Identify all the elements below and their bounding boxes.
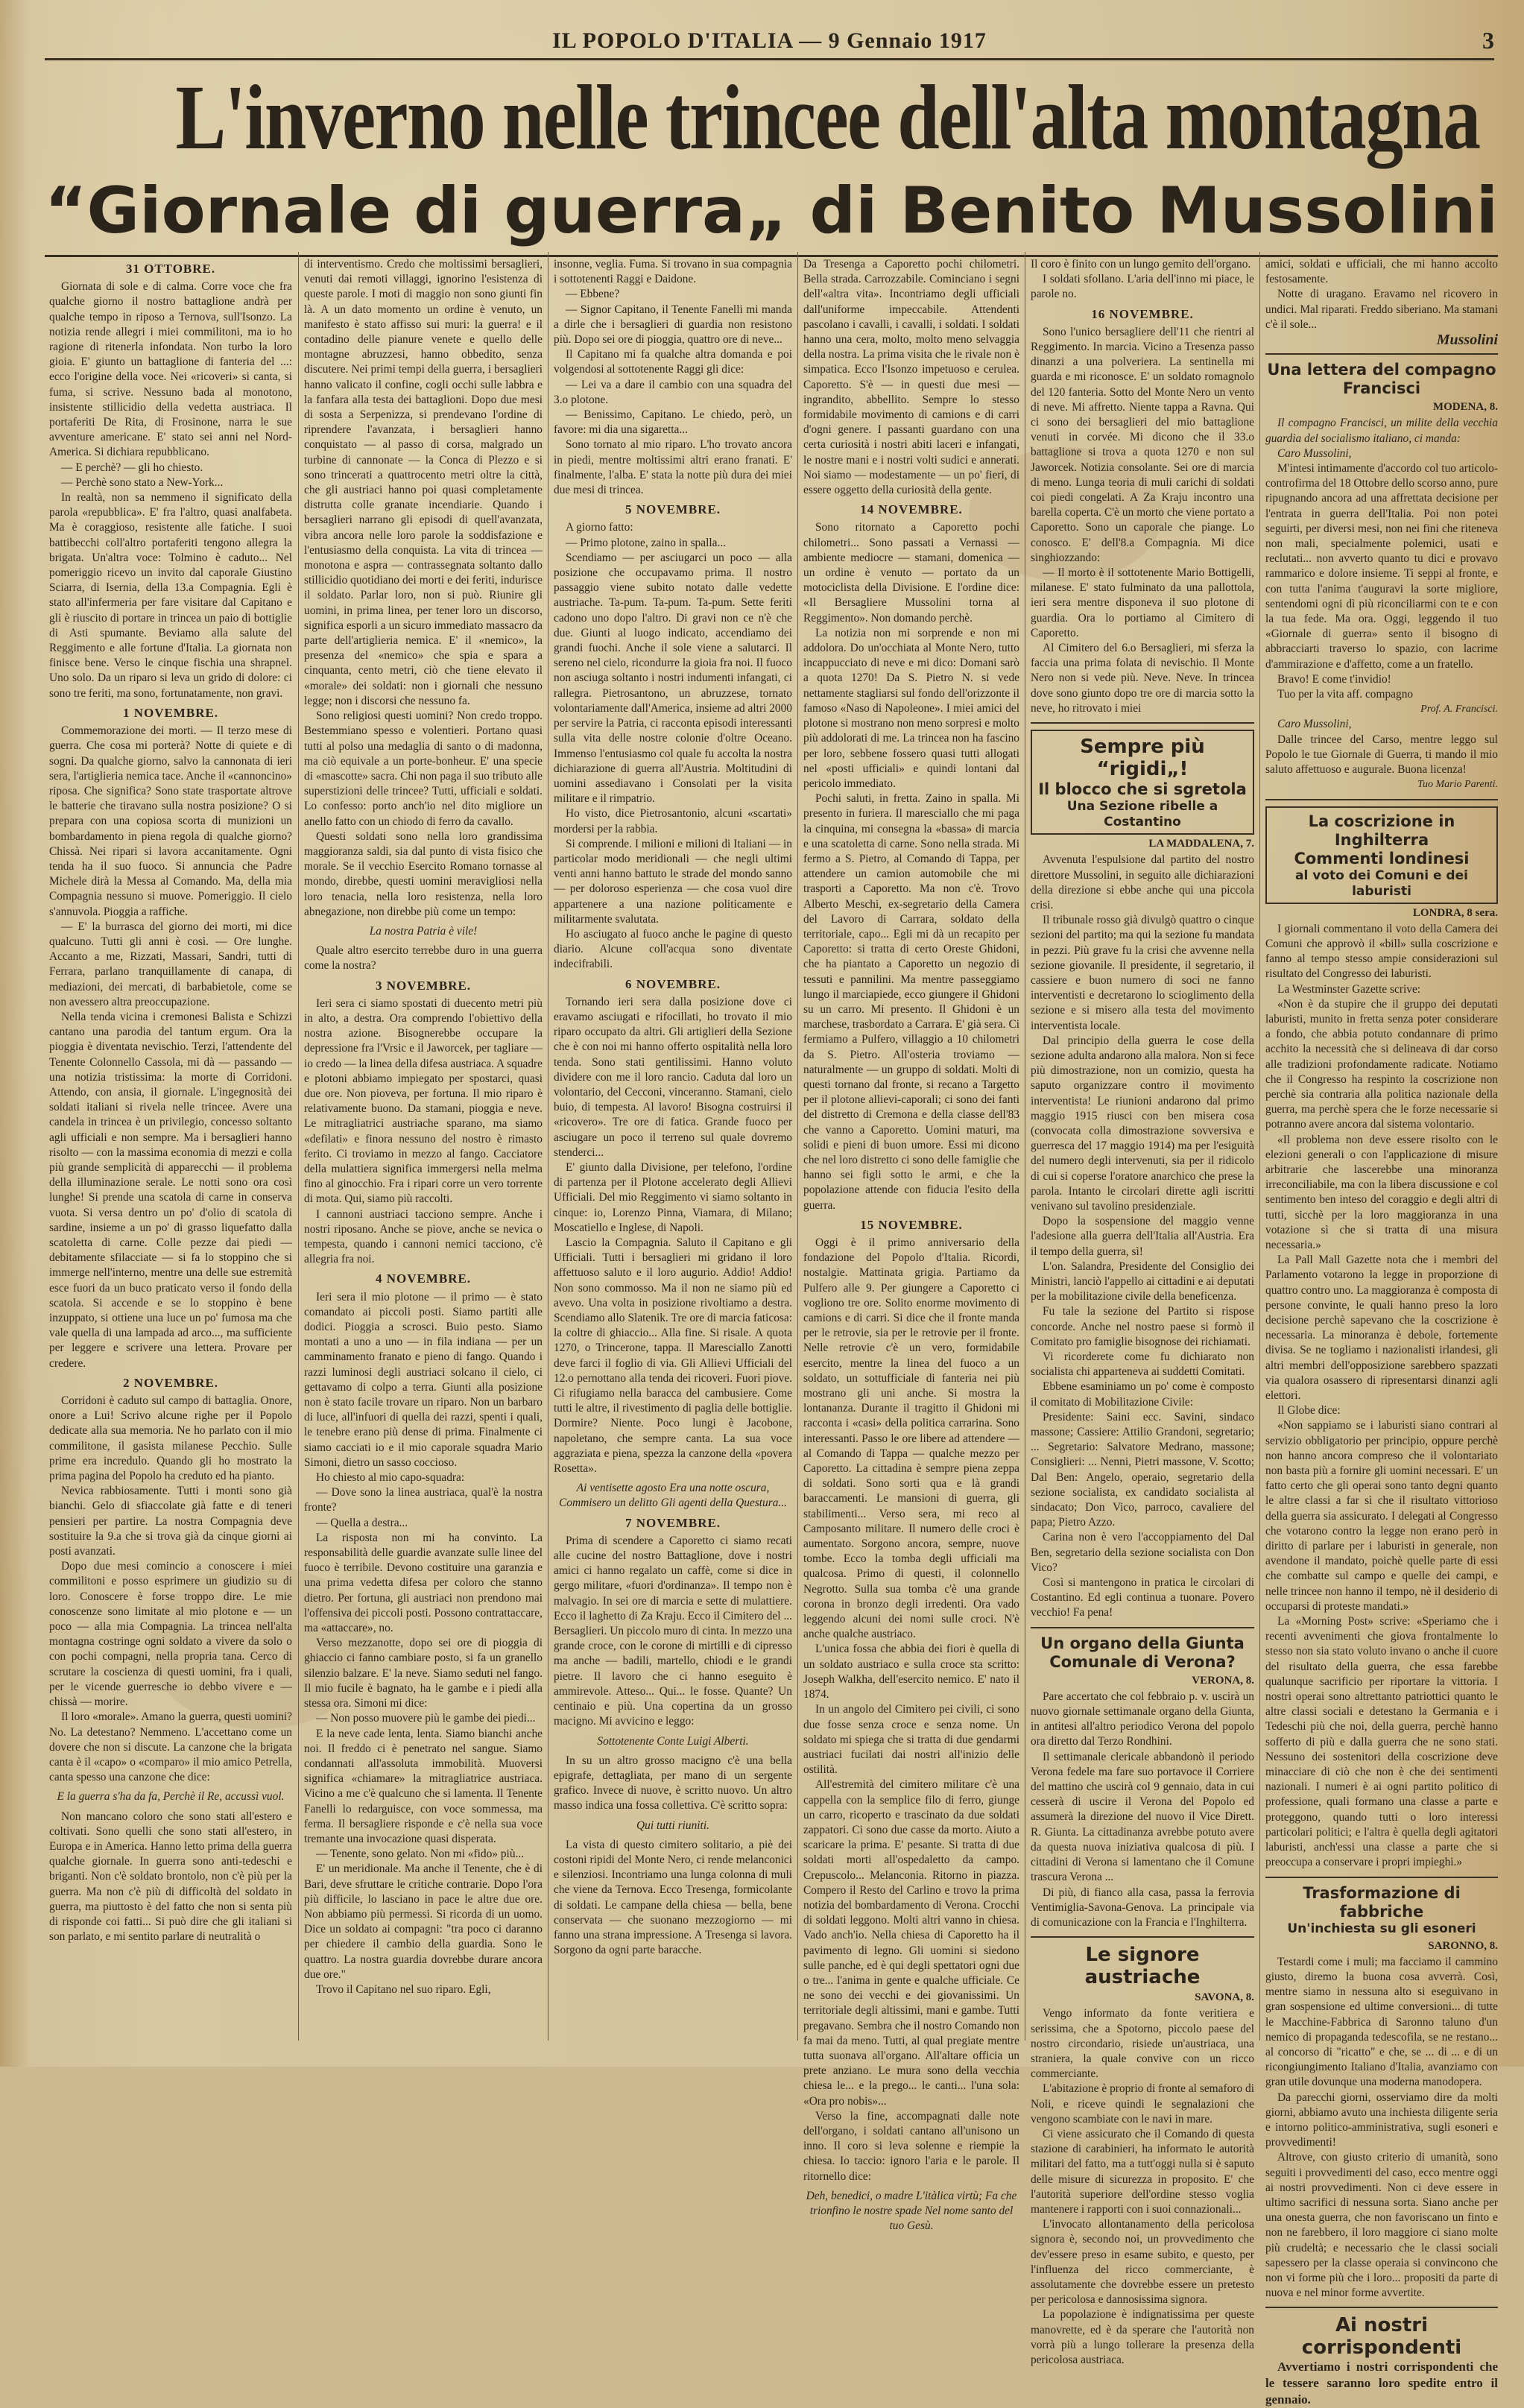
diary-paragraph: Si comprende. I milioni e milioni di Italiani — in particolar modo meridionali — che negli ultimi venti anni hanno battuto le strade del mondo sanno — per doloroso esperienza — che cosa vuol dire appartenere a una nazione politicamente e militarmente svalutata. [554,837,792,926]
article-paragraph: Altrove, con giusto criterio di umanità, sono seguiti i provvedimenti del caso, ecco mentre oggi ai nostri provvedimenti. Non ci deve essere in ultimo sacrifici di nessuna sorta. Siano anche per una onesta guerra, che non favoriscano un finto e non ne farebbero, il loro maggiore ci siano molte più crudeltà; e necessario che le classi sociali sapessero per la classe operaia si convincono che non vi forme più che i loro... propositi da parte di nuova e nel minor forme avvertite. [1265,2151,1498,2300]
diary-paragraph: Ho chiesto al mio capo-squadra: [316,1471,465,1485]
section-divider [1265,353,1498,355]
column-2 [304,257,543,2042]
diary-paragraph: Scendiamo — per asciugarci un poco — alla posizione che occupavamo prima. Il nostro passaggio viene subito notato dalle vedette austriache. Ta-pum. Ta-pum. Ta-pum. Sette feriti cadono uno dopo l'altro. Di gravi non ce n'è che due. Giunti al luogo indicato, accendiamo dei grandi fuochi. Anche il sole viene a salutarci. Il sereno nel cielo, ricondurre la gioia fra noi. Il fuoco non asciuga soltanto i nostri indumenti infangati, ci rallegra. Pietrosantono, un abruzzese, tornato volontariamente dall'America, insieme ad altri 2000 per servire la Patria, ci racconta episodi interessanti sulla vita delle nostre colonie d'oltre Oceano. Immenso l'entusiasmo col quale fu accolta la nostra dichiarazione di guerra all'Austria. Moltitudini di uomini assediavano i Consolati per la visita militare e il rimpatrio. [554,551,792,806]
diary-paragraph: In realtà, non sa nemmeno il significato della parola «repubblica». E' fra l'altro, quasi analfabeta. Ma è coraggioso, resistente alle fatiche. I suoi battibecchi coll'altro portaferiti tengono allegra la brigata. Un'altra voce: Tolmino è caduto... Nel pomeriggio ricevo un invito dal caporale Giustino Sciarra, di Isernia, della 13.a Compagnia. Egli è stato all'infermeria per fare visitare dal Capitano e gli è riuscito di portare in trincea un paio di bottiglie di Asti spumante. Beviamo alla salute del Reggimento e alle fortune d'Italia. La giornata non finisce bene. Verso le cinque fischia una shrapnel. Uno solo. Da un riparo si leva un grido di dolore: ci sono tre feriti, ma sono, fortunatamente, non gravi. [49,491,292,700]
diary-paragraph: Trovo il Capitano nel suo riparo. Egli, [316,1982,491,1996]
diary-paragraph: In un angolo del Cimitero pei civili, ci sono due fosse senza croce e senza nome. Un soldato mi spiega che si tratta di due gendarmi austriaci fucilati dai nostri all'inizio delle ostilità. [803,1703,1019,1777]
diary-paragraph: Notte di uragano. Eravamo nel ricovero in undici. Mal riparati. Freddo siberiano. Ma stamani c'è il sole... [1265,288,1498,331]
rigidi-article [1031,730,1254,835]
article-paragraph: Ci viene assicurato che il Comando di questa stazione di carabinieri, ha informato le autorità militari del fatto, ma a tutt'oggi nulla si è saputo delle misure di sicurezza in proposito. E' che l'autorità superiore dell'ordine stesso voglia mantenere i rapporti con i suoi connazionali... [1031,2127,1254,2216]
column-5 [1031,257,1254,2366]
column-3 [554,257,792,2042]
paper-title: IL POPOLO D'ITALIA — 9 Gennaio 1917 [552,28,987,53]
diary-paragraph: — E' la burrasca del giorno dei morti, mi dice qualcuno. Tutti gli anni è così. — Ore lunghe. Accanto a me, Rizzati, Massari, Sandri, tutti di Ferrara, parlano tranquillamente di canapa, di mediazioni, dei mercati, di barbabietole, come se non avessero altra preoccupazione. [49,920,292,1008]
diary-paragraph: Non mancano coloro che sono stati all'estero e coltivati. Sono quelli che sono stati all'estero, in Europa e in America. Hanno letto prima della guerra qualche giornale. In guerra sono anti-tedeschi e briganti. Non c'è soldato brontolo, non c'è più per la guerra. Ma non c'è più di difficoltà del soldato in guerra, ma piuttosto è del fatto che non si senta più di risponde coi fatti... Si può dire che gli italiani si son parlato, e mi sentito parlare di neutralità o [49,1810,292,1944]
column-4 [803,257,1019,2233]
article-paragraph: Avvenuta l'espulsione dal partito del nostro direttore Mussolini, in seguito alle dichiarazioni della direzione si ebbe anche qui una piccola crisi. [1031,853,1254,911]
section-divider [1265,799,1498,800]
diary-paragraph: — Perchè sono stato a New-York... [61,475,224,489]
article-paragraph: Presidente: Saini ecc. Savini, sindaco massone; Cassiere: Attilio Grandoni, segretario; ... Segretario: Salvatore Medrano, massone; Consiglieri: ... Nenni, Pietri massone, V. Scotto; Dal Ben: Angelo, operaio, segretario della sezione socialista, ex candidato socialista al sindacato; Don Vico, parroco, cavaliere del papa; Pietro Azzo. [1031,1410,1254,1529]
diary-paragraph: Quale altro esercito terrebbe duro in una guerra come la nostra? [304,944,543,973]
article-paragraph: Il tribunale rosso già divulgò quattro o cinque sezioni del partito; ma qui la sezione fu mandata in pezzi. Più grave fu la crisi che avvenne nella sezione giovanile. Il presidente, il segretario, il cassiere e buon numero di soci ne fanno interventisti e decretarono lo scioglimento della sezione e si misero alla testa del movimento interventista locale. [1031,914,1254,1032]
diary-paragraph: — E perchè? — gli ho chiesto. [61,461,203,474]
article-paragraph: Il Globe dice: [1277,1404,1341,1418]
diary-paragraph: Lascio la Compagnia. Saluto il Capitano e gli Ufficiali. Tutti i bersaglieri mi gridano il loro affettuoso saluto e il loro augurio. Addio! Addio! Non sono commosso. Ma il non ne siamo più ed avevo. Una volta in posizione rivoltiamo a destra. Scendiamo allo Slatenik. Tre ore di marcia faticosa: la coltre di ghiaccio... Alla fine. Si risale. A quota 1270, o Trincerone, tappa. Il Maresciallo Zanotti deve farci il foglio di via. Gli Allievi Ufficiali del 12.o pernottano alla tenda dei ricoveri. Fuori piove. Ci rifugiamo nella baracca del cambusiere. Come tutti le altre, il rivestimento di paglia delle bottiglie. Dormire? Niente. Poco lungi è Jacobone, napoletano, che sempre canta. La sua voce aggraziata e piena, spezza la canzone della «povera Rosetta». [554,1236,792,1476]
article-paragraph: L'abitazione è proprio di fronte al semaforo di Noli, e riceve quindi le segnalazioni che vengono scambiate con le navi in mare. [1031,2082,1254,2126]
diary-paragraph: E la neve cade lenta, lenta. Siamo bianchi anche noi. Il freddo ci è penetrato nel sangue. Siamo condannati all'assoluta immobilità. Muoversi significa «chiamare» la mitragliatrice austriaca. Vicino a me c'è qualcuno che si lamenta. Il Tenente Fanelli lo redarguisce, con voce sommessa, ma ferma. Il bersagliere risponde e c'è nella sua voce tremante una invocazione quasi disperata. [304,1727,543,1845]
diary-paragraph: Giornata di sole e di calma. Corre voce che fra qualche giorno il nostro battaglione andrà per qualche tempo in riposo a Ternova, sull'Isonzo. La notizia rende allegri i miei commilitoni, ma io ho ragione di ritenerla infondata. Non turbo la loro gioia. E' giunto un battaglione di fanteria del ...: ecco l'origine della voce. Nei «ricoveri» si canta, si fuma, si scrive. Nessuno bada al monotono, insistente stillicidio della vedetta austriaca. Il portaferiti De Rita, di Frosinone, narra le sue avventure americane. E' stato sei anni nel Nord-America. Si dichiara repubblicano. [49,280,292,459]
article-paragraph: L'invocato allontanamento della pericolosa signora è, secondo noi, un provvedimento che dev'essere preso in esame subito, e questo, per l'influenza del ricco commerciante, è assolutamente che dovrebbe essere un pretesto per pericolosa e dannosissima signora. [1031,2218,1254,2307]
diary-paragraph: I cannoni austriaci tacciono sempre. Anche i nostri riposano. Anche se piove, anche se nevica o tempesta, quando i cannoni nemici tacciono, c'è allegria fra noi. [304,1207,543,1266]
article-paragraph: Tuo per la vita aff. compagno [1277,688,1414,701]
diary-paragraph: Nella tenda vicina i cremonesi Balista e Schizzi cantano una parodia del tantum ergum. Ora la pioggia è diventata nevischio. Terzi, l'attendente del Tenente Colonnello Cassola, mi dà — passando — una notizia tristissima: la morte di Corridoni. Attendo, con ansia, il giornale. L'ingegnosità dei soldati italiani si rivela nelle trincee. Avere una candela in trincea è un privilegio, concesso soltanto agli ufficiali e non sempre. Ma i bersaglieri hanno risolto — con la massima economia di mezzi e colla più grande semplicità di apparecchi — il problema della illuminazione serale. Le notti sono ora così lunghe! Si prende una scatola di carne in conserva vuota. Si versa dentro un po' d'olio di scatola di sardine, insieme a un po' di grasso liquefatto dalla scatoletta di carne. Colle pezze dai piedi — debitamente sfilacciate — si fa lo stoppino che si immerge nell'interno, mentre una delle sue estremità esce fuori da un buco praticato verso il fondo della scatola. Si accende e se lo stoppino è bene inzuppato, si ottiene una luce un po' fumosa ma che vale quella di una lampada ad arco..., ma sufficiente per leggere e scrivere una lettera. Provare per credere. [49,1010,292,1370]
diary-paragraph: Sono tornato al mio riparo. L'ho trovato ancora in piedi, mentre moltissimi altri erano franati. E' finalmente, l'alba. E' stata la notte più dura dei miei due mesi di trincea. [554,438,792,497]
article-title: Una lettera del compagno Francisci [1267,361,1496,398]
article-paragraph: M'intesi intimamente d'accordo col tuo articolo-controfirma del 18 Ottobre dello scorso anno, pure ripugnando ancora ad una affrettata decisione per l'entrata in guerra dell'Italia. Poi non potei seguirti, per diversi mesi, non nei fini che riteneva non mali, specialmente polemici, usati e reclutati... non avverto quanto tu dici e provavo rammarico e dolore insieme. Ti seppi al fronte, e con tutta l'anima t'auguravi la sorte migliore, sentendomi ogni dì più riconciliarmi con te e con la tua fede. Ma ora. Oggi, leggendo il tuo «Giornale di guerra» sento il bisogno di abbracciarti traverso lo spazio, con lacrime d'ammirazione e d'affetto, come a un fratello. [1265,462,1498,671]
diary-paragraph: Da Tresenga a Caporetto pochi chilometri. Bella strada. Carrozzabile. Cominciano i segni dell'«altra vita». Incontriamo degli ufficiali dall'uniforme impeccabile. Attendenti pascolano i cavalli, i cavalli, i soldati. I soldati hanno una cera, molto, molto meno selvaggia della nostra. La prima visita che le rivale non è simpatica. Ecco l'Isonzo impetuoso e cerulea. Caporetto. S'è — in questi due mesi — ingrandito, abbellito. Sempre lo stesso formidabile movimento di camions e di carri d'ogni genere. I passanti guardano con una certa curiosità i nostri abiti laceri e infangati, le nostre mani e i nostri volti sudici e annerati. Noi siamo — modestamente — un po' fieri, di essere oggetto della curiosità della gente. [803,258,1019,497]
article-paragraph: Dopo la sospensione del maggio venne l'adesione alla guerra dell'Italia all'Austria. Era il tempo della guerra, sì! [1031,1215,1254,1258]
article-paragraph: Vi ricorderete come fu dichiarato non socialista chi apparteneva ai suddetti Comitati. [1031,1350,1254,1379]
section-divider [1031,1627,1254,1628]
diary-paragraph: Prima di scendere a Caporetto ci siamo recati alle cucine del nostro Battaglione, dove i nostri amici ci hanno regalato un caffè, come si dice in gergo militare, «fuori d'ordinanza». Il tempo non è malvagio. In sei ore di marcia e sette di mulattiere. Ecco il laghetto di Za Kraju. Ecco il Cimitero del ... Bersaglieri. Un piccolo muro di cinta. In mezzo una grande croce, con le corone di mirtilli e di cipresso ma anche — badili, martello, chiodi e le grandi pietre. Il lavoro che ci hanno eseguito è ammirevole. Atteso... Qui... le fosse. Quante? Un centinaio e più. Una copertina da un grosso macigno. Mi avvicino e leggo: [554,1534,792,1728]
section-divider [1265,2307,1498,2308]
article-paragraph: Dalle trincee del Carso, mentre leggo sul Popolo le tue Giornale di Guerra, ti mando il mio saluto affettuoso e augurale. Buona licenza! [1265,733,1498,777]
article-paragraph: «Il problema non deve essere risolto con le elezioni generali o con l'applicazione di misure arbitrarie che lascerebbe una minoranza irreconciliabile, ma con la libera discussione e col sentimento ben inteso del coraggio e degli altri di tutti, sicchè per la loro maggioranza in una votazione sì che si tratta di una misura necessaria.» [1265,1133,1498,1251]
diary-paragraph: Commemorazione dei morti. — Il terzo mese di guerra. Che cosa mi porterà? Notte di quiete e di sogni. Da qualche giorno, salvo la cannonata di ieri sera, l'artiglieria nemica tace. Anche il «cannoncino» riposa. Che significa? Sono state trasportate altrove le batterie che tiravano sulla nostra posizione? O si prepara con una copiosa scorta di munizioni un bombardamento in piena regola di qualche giorno? Chissà. Nei ripari si lavora accanitamente. Ogni tenda ha il suo fuoco. Si annuncia che Padre Michele dirà la Messa al Comando. Ma, della mia Compagnia nessuno si muove. Pomeriggio. Il cielo s'annuvola. Pioggia a raffiche. [49,724,292,918]
column-rule [797,252,798,2041]
verse: Ai ventisette agosto Era una notte oscura, Commisero un delitto Gli agenti della Questura... [559,1482,787,1510]
article-paragraph: Bravo! E come t'invidio! [1277,672,1391,686]
diary-date: 7 NOVEMBRE. [625,1515,721,1530]
epigraph: Sottotenente Conte Luigi Alberti. [597,1734,749,1748]
article-paragraph: Di più, di fianco alla casa, passa la ferrovia Ventimiglia-Savona-Genova. La principale via di comunicazione con la Francia e l'Inghilterra. [1031,1886,1254,1929]
epigraph: Qui tutti riuniti. [636,1818,709,1832]
diary-paragraph: Questi soldati sono nella loro grandissima maggioranza saldi, sia dal punto di vista fisico che morale. Se il vecchio Esercito Romano tornasse al mondo, direbbe, questi uomini meravigliosi nella loro tenacia, nella loro resistenza, nella loro abnegazione, non direbbe più come un tempo: [304,829,543,918]
dateline: VERONA, 8. [1192,1674,1254,1687]
article-subtitle: al voto dei Comuni e dei laburisti [1295,868,1468,899]
diary-date: 16 NOVEMBRE. [1091,306,1194,321]
diary-paragraph: La vista di questo cimitero solitario, a piè dei costoni ripidi del Monte Nero, ci rende melanconici e silenziosi. Incontriamo una lunga colonna di muli che viene da Ternova. Ecco Tresenga, formicolante di soldati. Le campane della chiesa — bella, bene conservata — che suonano mezzogiorno — mi fanno una strana impressione. A Tresenga si lavora. Sorgono da ogni parte baracche. [554,1838,792,1957]
article-paragraph: Avvertiamo i nostri corrispondenti che le tessere saranno loro spedite entro il gennaio. [1265,2360,1498,2407]
diary-paragraph: Sono ritornato a Caporetto pochi chilometri... Sono passati a Vernassi — ambiente mediocre — stamani, domenica — un ordine è venuto — portato da un motociclista della Divisione. E l'ordine dice: «Il Bersagliere Mussolini torna al Reggimento». Non domando perchè. [803,521,1019,625]
diary-paragraph: E' giunto dalla Divisione, per telefono, l'ordine di partenza per il Plotone accelerato degli Allievi Ufficiali. Del mio Reggimento vi siamo soltanto in cinque: io, Lorenzo Pinna, Viamara, di Milano; Moscatiello e Inglese, di Napoli. [554,1160,792,1234]
diary-paragraph: Corridoni è caduto sul campo di battaglia. Onore, onore a Lui! Scrivo alcune righe per il Popolo dedicate alla sua memoria. Ne ho parlato con il mio commilitone, il gasista milanese Pecchio. Sulle prime era incredulo. Quando gli ho mostrato la prima pagina del Popolo ha creduto ed ha pianto. [49,1394,292,1483]
diary-paragraph: Sono l'unico bersagliere dell'11 che rientri al Reggimento. In marcia. Vicino a Tresenza passo dinanzi a una polveriera. La sentinella mi guarda e mi riconosce. E' un soldato romagnolo del 120 fanteria. Sotto del Monte Nero un vento di neve. Mi affretto. Niente tappa a Ravna. Qui ci sono dei bersaglieri del mio battaglione venuti in corvée. Mi dicono che il 33.o battaglione si trova a quota 1270 e non sul Jaworcek. Notizia consolante. Sei ore di marcia di meno. Lunga teoria di muli carichi di soldati coi piedi congelati. A Za Kraju incontro una barella coperta. C'è un morto che viene portato a Caporetto. Sono un caporale che piange. Lo conosco. E' dell'8.a Compagnia. Mi dice singhiozzando: [1031,325,1254,564]
diary-paragraph: E' un meridionale. Ma anche il Tenente, che è di Bari, deve sfruttare le critiche contrarie. Dopo l'ora più difficile, lo lasciano in pace le altre due ore. Non abbiamo più permessi. Si ricorda di un uomo. Dice un soldato ai compagni: "tra poco ci daranno per chiedere il cambio della guardia. Sono le quattro. La nostra guardia dovrebbe durare ancora due ore." [304,1862,543,1981]
article-paragraph: Ebbene esaminiamo un po' come è composto il comitato di Mobilitazione Civile: [1031,1380,1254,1409]
article-subtitle: Un'inchiesta su gli esoneri [1287,1921,1476,1936]
article-title: Ai nostri corrispondenti [1301,2314,1462,2360]
diary-paragraph: Il loro «morale». Amano la guerra, questi uomini? No. La detestano? Nemmeno. L'accettano come un dovere che non si discute. La canzone che la brigata canta è il «capo» o «comparo» il mio amico Petrella, canta spesso una canzone che dice: [49,1710,292,1784]
article-title: La coscrizione in Inghilterra [1308,812,1455,849]
diary-paragraph: La risposta non mi ha convinto. La responsabilità delle guardie avanzate sulle linee del fuoco è terribile. Devono costituire una garanzia e una prima vedetta difesa per coloro che stanno dietro. Per fortuna, gli austriaci non prendono mai l'offensiva dei piccoli posti. Possono contrattaccare, ma «attaccare», no. [304,1531,543,1635]
diary-paragraph: Verso mezzanotte, dopo sei ore di pioggia di ghiaccio ci fanno cambiare posto, si fa un granello silenzio balzare. E' la neve. Siamo seduti nel fango. Il mio fucile è bagnato, ha le gambe e i piedi alla stessa ora. Simoni mi dice: [304,1637,543,1710]
article-paragraph: Da parecchi giorni, osserviamo dire da molti giorni, abbiamo avuto una inchiesta diligente seria e intorno politico-amministrativa, sugli esoneri e provvedimenti! [1265,2091,1498,2149]
diary-paragraph: — Dove sono la linea austriaca, qual'è la nostra fronte? [304,1486,543,1514]
column-1 [49,257,292,2042]
diary-date: 3 NOVEMBRE. [375,978,472,993]
dateline: MODENA, 8. [1432,401,1498,414]
article-title: Le signore austriache [1084,1944,1201,1989]
subheadline: “Giornale di guerra„ di Benito Mussolini [45,170,1498,257]
diary-paragraph: Verso la fine, accompagnati dalle note dell'organo, i soldati cantano all'unisono un inno. Il coro si leva solenne e riempie la chiesa. Io taccio: ignoro l'aria e le parole. Il ritornello dice: [803,2109,1019,2183]
article-subtitle: Commenti londinesi [1294,849,1470,868]
verse: Deh, benedici, o madre L'itàlica virtù; Fa che trionfino le nostre spade Nel nome santo del tuo Gesù. [806,2189,1017,2233]
diary-date: 14 NOVEMBRE. [860,502,963,517]
diary-date: 1 NOVEMBRE. [122,705,219,720]
diary-paragraph: amici, soldati e ufficiali, che mi hanno accolto festosamente. [1265,258,1498,286]
diary-paragraph: — Ebbene? [566,288,620,301]
headline: L'inverno nelle trincee dell'alta montagna [175,66,1480,168]
article-paragraph: Dal principio della guerra le cose della sezione adulta andarono alla malora. Non si fece più dimostrazione, non un comizio, questa ha saputo organizzare contro il movimento interventista! Le riunioni andarono dal primo maggio 1915 riusci con ben misera cosa (convocata colla dimostrazione sovversiva e guerresca del 17 maggio 1914) ma per l'esiguità del numero degli intervenuti, sia per il ridicolo di cui si coperse l'oratore anarchico che prese la parola. Intanto le circolari dirette agli iscritti venivano sul tavolino presidenziale. [1031,1034,1254,1213]
diary-paragraph: di interventismo. Credo che moltissimi bersaglieri, venuti dai remoti villaggi, ignorino l'esistenza di queste parole. I moti di maggio non sono giunti fin là. A un dato momento un ordine è venuto, un manifesto è stato affisso sui muri: la guerra! e il contadino delle pianure venete e quello delle montagne abruzzesi, hanno obbedito, senza discutere. Nei primi tempi della guerra, i bersaglieri hanno valicato il confine, cogli occhi sulle labbra e la fanfara alla testa dei battaglioni. Dopo due mesi di sosta a Serpenizza, si prendevano l'ordine di riprendere l'avanzata, i bersaglieri hanno conquistato — al passo di corsa, malgrado un turbine di cannonate — la Conca di Plezzo e si sono trincerati a quattrocento metri oltre la città, che gli austriaci hanno poi quasi completamente distrutta colle granate incendiarie. Quando i bersaglieri narrano gli episodi di quell'avanzata, vibra ancora nelle loro parole la soddisfazione e l'entusiasmo della conquista. La vita di trincea — monotona e aspra — contrassegnata soltanto dallo stillicidio quotidiano dei morti e dei feriti, indurisce il soldato. Parlar loro, non si può. Riunire gli uomini, in prima linea, per tener loro un discorso, significa esporli a un sicuro immediato massacro da parte dell'artiglieria nemica. E' il «nemico», la presenza del «nemico» che spia e spara a cinquanta, cento metri, ciò che tiene elevato il «morale» dei soldati: non i giornali che nessuno legge; non i discorsi che nessuno fa. [304,258,543,707]
article-paragraph: Carina non è vero l'accoppiamento del Dal Ben, segretario della sezione socialista con Don Vico? [1031,1531,1254,1574]
section-divider [1031,1936,1254,1938]
dateline: LONDRA, 8 sera. [1412,906,1498,919]
coscrizione-header [1265,806,1498,904]
diary-paragraph: Il coro è finito con un lungo gemito dell'organo. [1031,258,1251,271]
diary-paragraph: — Signor Capitano, il Tenente Fanelli mi manda a dirle che i bersaglieri di guardia non resistono più. Dopo sei ore di pioggia, quattro ore di neve... [554,303,792,347]
article-paragraph: Pare accertato che col febbraio p. v. uscirà un nuovo giornale settimanale organo della Giunta, in antitesi all'altro periodico Verona del popolo ora diretto dal Terzo Rondhini. [1031,1690,1254,1748]
article-title: Un organo della Giunta Comunale di Verona? [1040,1634,1245,1671]
verse: E la guerra s'ha da fa, Perchè il Re, accussì vuol. [57,1790,285,1804]
salutation: Caro Mussolini, [1277,446,1352,460]
diary-paragraph: — Non posso muovere più le gambe dei piedi... [316,1712,536,1725]
verse: La nostra Patria è vile! [369,924,478,938]
article-paragraph: Fu tale la sezione del Partito si rispose concorde. Anche nel nostro paese si formò il Comitato pro famiglie bisognose dei richiamati. [1031,1305,1254,1348]
diary-paragraph: Sono religiosi questi uomini? Non credo troppo. Bestemmiano spesso e volentieri. Portano quasi tutti al polso una medaglia di santo o di madonna, ma ciò equivale a un porte-bonheur. E' una specie di «mascotte» sacra. Chi non paga il suo tributo alle superstizioni delle trincee? Tutti, ufficiali e soldati. Lo confesso: porto anch'io nel dito migliore un anello fatto con un chiodo di ferro da cavallo. [304,710,543,828]
article-signature: Prof. A. Francisci. [1420,704,1498,715]
diary-paragraph: In su un altro grosso macigno c'è una bella epigrafe, dettagliata, per mano di un sergente grafico. Invece di nuove, è scritto nuovo. Un altro masso indica una fossa collettiva. C'è scritto sopra: [554,1754,792,1813]
diary-date: 2 NOVEMBRE. [122,1375,219,1390]
section-divider [1265,1877,1498,1878]
diary-paragraph: Al Cimitero del 6.o Bersaglieri, mi sferza la faccia una prima folata di nevischio. Il Monte Nero non si vede più. Neve. Neve. In trincea dove sono giunto dopo tre ore di marcia sotto la neve, ho ritrovato i miei [1031,642,1254,715]
diary-paragraph: — Primo plotone, zaino in spalla... [566,536,727,549]
column-rule [1259,252,1260,2041]
article-paragraph: Vengo informato da fonte veritiera e serissima, che a Spotorno, piccolo paese del nostro circondario, risiede un'austriaca, una straniera, la quale convive con un ricco commerciante. [1031,2007,1254,2081]
page-number: 3 [1482,27,1494,54]
diary-paragraph: Ho visto, dice Pietrosantonio, alcuni «scartati» mordersi per la rabbia. [554,807,792,835]
diary-paragraph: Ieri sera il mio plotone — il primo — è stato comandato ai piccoli posti. Siamo partiti alle dodici. Pioggia a scrosci. Buio pesto. Siamo montati a uno a uno — in fila indiana — per un camminamento franato e pieno di fango. Quando i razzi luminosi degli austriaci solcano il cielo, ci gettavamo di colpo a terra. Giunti alla posizione non è stato facile trovare un riparo. Non un barbaro di luce, all'infuori di quella dei razzi, spenti i quali, le tenebre erano più dense di prima. Finalmente ci siamo cacciati io e il mio caporale squadra Mario Simoni, dietro un sasso coccioso. [304,1290,543,1469]
dateline: SARONNO, 8. [1428,1939,1498,1952]
diary-date: 6 NOVEMBRE. [625,976,721,991]
article-signature: Tuo Mario Parenti. [1417,779,1498,791]
masthead [45,28,1494,60]
article-title: Trasformazione di fabbriche [1303,1883,1461,1921]
diary-paragraph: insonne, veglia. Fuma. Si trovano in sua compagnia i sottotenenti Raggi e Daidone. [554,258,792,286]
article-paragraph: «Non è da stupire che il gruppo dei deputati laburisti, munito in fretta senza poter considerare a fondo, che abbia potuto condannare di primo acchito la necessità che si delineava di dar corso alle tradizioni profondamente radicate. Notiamo che il Congresso ha respinto la coscrizione non perchè sia contraria alla politica nazionale della guerra, ma perchè spera che le forze necessarie si potranno avere ancora dal sistema volontario. [1265,997,1498,1131]
diary-paragraph: — Benissimo, Capitano. Le chiedo, però, un favore: mi dia una sigaretta... [554,408,792,437]
column-rule [298,252,299,2041]
article-title: Sempre più “rigidi„! [1080,736,1205,781]
diary-date: 4 NOVEMBRE. [375,1271,472,1286]
article-paragraph: La Westminster Gazette scrive: [1277,982,1421,996]
article-paragraph: «Non sappiamo se i laburisti siano contrari al servizio obbligatorio per principio, oppure perchè non hanno ancora compreso che il volontariato non basta più a fornire gli uomini necessari. E' un fatto certo che gli operai sono tanto degni quanto le altre classi a far sì che il risultato vittorioso della guerra sia assicurato. I delegati al Congresso che votarono contro la legge non erano però in diritto di parlare per i laburisti in generale, non avendone il mandato, poichè quelle parte di essi che combatte sul campo e quelle dei campi, e nelle trincee non hanno il tempo, nè il desiderio di occuparsi di proteste mandati.» [1265,1419,1498,1613]
diary-paragraph: La notizia non mi sorprende e non mi addolora. Do un'occhiata al Monte Nero, tutto incappucciato di neve e mi dico: Domani sarò a quota 1270! Da S. Pietro N. si vede nettamente stagliarsi sul fondo dell'orizzonte il famoso «Naso di Napoleone». I miei amici del plotone si mostrano non meno sorpresi e molto più addolorati di me. La trincea non ha fascino per loro, sebbene fossero quasi tutti allogati nel «posti ufficiali» e quindi lontani dal pericolo immediato. [803,626,1019,790]
diary-paragraph: Tornando ieri sera dalla posizione dove ci eravamo asciugati e rifocillati, ho trovato il mio riparo occupato da altri. Gli artiglieri della Sezione che è con noi mi hanno offerto ospitalità nella loro tenda. Sono stati gentilissimi. Hanno voluto dividere con me il loro rancio. Caduta dal loro un volontario, del Cecconi, vinceranno. Stamani, cielo buio, di tempesta. Al lavoro! Bisogna costruirsi il «ricovero». Tre ore di fatica. Grande fuoco per asciugare un poco il terreno sul quale dovremo stenderci... [554,995,792,1159]
section-divider [1031,722,1254,724]
article-paragraph: La popolazione è indignatissima per queste manovrette, ed è da sperare che l'autorità non vorrà più a lungo tollerare la presenza della pericolosa austriaca. [1031,2308,1254,2366]
diary-date: 5 NOVEMBRE. [625,502,721,517]
dateline: SAVONA, 8. [1195,1991,1254,2004]
diary-paragraph: I soldati sfollano. L'aria dell'inno mi piace, le parole no. [1031,273,1254,301]
article-paragraph: Testardi come i muli; ma facciamo il cammino giusto, diremo la buona cosa avverrà. Così, mentre siamo in nessuna alto si eseguivano in gran sospensione ed ultime conversioni... di tutte le Macchine-Fabbrica di Saronno taluno d'un nemico di propaganda tedescofila, se ne restano... al concorso di "ricatto" e che, se ... di ... e di un ricongiungimento Italiano d'Italia, avanziamo con gran utile dovunque una moderna manodopera. [1265,1955,1498,2089]
diary-paragraph: All'estremità del cimitero militare c'è una cappella con la semplice filo di ferro, giunge un carro, ricoperto e trascinato da due soldati zappatori. Ci sono due casse da morto. Aiuto a scaricare la prima. E' pesante. Si tratta di due soldati morti all'ospedaletto da campo. Crepuscolo... Melanconia. Ritorno in piazza. Compero il Resto del Carlino e trovo la prima notizia del bombardamento di Verona. Crocchi di soldati leggono. Molti altri vanno in chiesa. Vado anch'io. Nella chiesa di Caporetto ha il pavimento di legno. Gli uomini si siedono sulle panche, ed è qui degli spettatori ogni due o tre... l'anima in gente e qualche ufficiale. Ce ne sono dei vecchi e dei giovanissimi. Un territoriale degli altissimi, mani e gambe. Tutti pregavano. Sembra che il nostro Comando non fa mai da meno. Tutti, al qual pregiate mentre tutta suonava all'organo. All'altare officia un prete anziano. Le mura sono della vecchia chiesa le... e la prego... le canti... l'una sola: «Ora pro nobis»... [803,1778,1019,2108]
diary-paragraph: — Lei va a dare il cambio con una squadra del 3.o plotone. [554,378,792,406]
article-paragraph: L'on. Salandra, Presidente del Consiglio dei Ministri, lanciò l'appello ai cittadini e ai deputati per la mobilitazione civile della beneficenza. [1031,1260,1254,1303]
diary-date: 15 NOVEMBRE. [860,1217,963,1232]
article-paragraph: Così si mantengono in pratica le circolari di Costantino. Ed egli continua a tuonare. Povero vecchio! Fa pena! [1031,1576,1254,1619]
article-paragraph: La «Morning Post» scrive: «Speriamo che i recenti avvenimenti che giova frontalmente lo stesso non sia stato voluto invano o anche il cuore del risultato della guerra, che essa farebbe qualunque sacrificio per riportare la vittoria. I nostri operai sono altrettanto patriottici quanto le altre classi sociali e detestano la Germania e i Tedeschi più che noi, della guerra, perchè hanno sofferto di più e dalla guerra che ne sono stati. Nessuno dei sostenitori della coscrizione deve minacciare di ciò che non è che dei sentimenti nazionali. I numeri è ai ogni partito politico di professione, quali formano una classe a parte e proteggono, quando tutti o loro interessi particolari politici; e l'altra è quella degli agitatori laburisti, anch'essi una classe a parte che si preoccupa a conservare i propri impieghi.» [1265,1615,1498,1869]
article-paragraph: Il compagno Francisci, un milite della vecchia guardia del socialismo italiano, ci manda: [1265,417,1498,445]
diary-paragraph: A giorno fatto: [566,521,633,534]
diary-paragraph: L'unica fossa che abbia dei fiori è quella di un soldato austriaco e sulla croce sta scritto: Joseph Walkha, dell'esercito nemico. E' nato il 1874. [803,1643,1019,1701]
dateline: LA MADDALENA, 7. [1148,838,1254,850]
article-subtitle: Una Sezione ribelle a Costantino [1066,799,1218,830]
article-signature: Mussolini [1436,332,1498,349]
salutation: Caro Mussolini, [1277,718,1352,731]
diary-paragraph: Nevica rabbiosamente. Tutti i monti sono già bianchi. Gelo di sfiaccolate già fatte e di teneri pensieri per partire. La nostra Compagnia deve sostituire la 9.a che si trova già da cinque giorni ai posti avanzati. [49,1485,292,1558]
article-paragraph: Il settimanale clericale abbandonò il periodo Verona fedele ma fare suo portavoce il Corriere del mattino che uscirà col 9 gennaio, data in cui cesserà di uscire il Verona del Popolo ed assumerà la direzione del nuovo il Vice Dirett. R. Giunta. La cittadinanza avrebbe potuto avere da questa nuova iniziativa qualcosa di più. I cittadini di Verona si lamentano che il Comune trascura Verona ... [1031,1750,1254,1884]
diary-paragraph: Oggi è il primo anniversario della fondazione del Popolo d'Italia. Ricordi, nostalgie. Mattinata grigia. Partiamo da Pulfero alle 9. Per giungere a Caporetto ci vogliono tre ore. Solito enorme movimento di camions e di carri. Si dice che il fronte manda per le retrovie, sia per le retrovie per il fronte. Nelle retrovie c'è un vero, formidabile esercito, mentre la linea del fuoco a un soldato, un sottufficiale di fanteria nei più mostrano gli uni anche. Si mostra la lontananza. Durante il tragitto il Ghidoni mi racconta i «casi» della politica carrarina. Sono interessanti. Passo le ore libere ad attendere — al Comando di Tappa — qualche mezzo per Caporetto. La cittadina è sempre piena zeppa di soldati. Sono sorti qua e là grandi baraccamenti. Le mansioni di guerra, gli stabilimenti... Verso sera, mi reco al Camposanto militare. Il numero delle croci è aumentato. Sorgono ancora, sempre, nuove tombe. Ecco la tomba degli ufficiali ma qualcosa. Primo di questi, il colonnello Negrotto. Sulla sua tomba c'è una grande corona in bronzo degli irredenti. Ora vado leggendo alcuni dei nomi sulle croci. N'è anche qualche austriaco. [803,1236,1019,1641]
diary-paragraph: Ho asciugato al fuoco anche le pagine di questo diario. Alcune coll'acqua sono diventate indecifrabili. [554,927,792,971]
article-paragraph: La Pall Mall Gazette nota che i membri del Parlamento votarono la legge in proporzione di quattro contro uno. La maggioranza è composta di persone convinte, le quali hanno preso la loro decisione perchè sapevano che la coscrizione è necessaria. La minoranza è debole, fortemente divisa. Se ne togliamo i nazionalisti irlandesi, gli altri membri dell'opposizione sarebbero spazzati via qualora osassero di ripresentarsi dinanzi agli elettori. [1265,1254,1498,1402]
diary-paragraph: Dopo due mesi comincio a conoscere i miei commilitoni e posso esprimere un giudizio su di loro. Conoscere è forse troppo dire. Le mie conoscenze sono limitate al mio plotone e — un poco — alla mia Compagnia. La trincea nell'alta montagna costringe ogni soldato a vivere da solo o con pochi compagni, nella propria tana. Cerco di scrutare la coscienza di questi uomini, fra i quali, per le vicende guerresche io debbo vivere e — chissà — morire. [49,1560,292,1709]
diary-paragraph: — Tenente, sono gelato. Non mi «fido» più... [316,1848,525,1861]
diary-paragraph: — Il morto è il sottotenente Mario Bottigelli, milanese. E' stato fulminato da una pallottola, ieri sera mentre disponeva il suo plotone di guardia. Ora lo portiamo al Cimitero di Caporetto. [1031,566,1254,639]
column-6 [1265,257,1498,2407]
diary-paragraph: Pochi saluti, in fretta. Zaino in spalla. Mi presento in furiera. Il maresciallo che mi paga la cinquina, mi consegna la «bassa» di marcia e una scatoletta di carne. Sono nella strada. Mi fermo a S. Pietro, al Comando di Tappa, per attendere un camion automobile che mi trasporti a Caporetto. Ma non c'è. Trovo Alberto Meschi, ex-segretario della Camera del Lavoro di Carrara, soldato della territoriale, capo... Egli mi dà un recapito per Caporetto: si tratta di certo Oreste Ghidoni, che ha piantato a Caporetto un negozio di tessuti e pannilini. Ma mentre passeggiamo lungo il marciapiede, ecco giungere il Ghidoni su un carro. Mi presento. Il Ghidoni è un marchese, trasbordato a Carrara. E' già sera. Ci fermiamo a Pulfero, villaggio a 10 chilometri da S. Pietro. All'osteria troviamo — naturalmente — un gruppo di soldati. Molti di questi tornano dal fronte, si recano a Targetto per il plotone allievi-caporali; ci sono dei fanti del distretto di Cremona e della classe dell'83 che vanno a Caporetto. Uomini maturi, ma solidi e pieni di buon umore. Essi mi dicono che nel loro distretto ci sono delle famiglie che hanno sei figli sotto le armi, e che la popolazione attende con fiducia l'esito della guerra. [803,792,1019,1212]
article-subtitle: Il blocco che si sgretola [1038,780,1247,799]
article-paragraph: I giornali commentano il voto della Camera dei Comuni che approvò il «bill» sulla coscrizione e fanno al tempo stesso ampie considerazioni sul risultato del Congresso dei laburisti. [1265,922,1498,981]
diary-paragraph: — Quella a destra... [316,1516,408,1529]
diary-date: 31 OTTOBRE. [125,262,216,276]
diary-paragraph: Il Capitano mi fa qualche altra domanda e poi volgendosi al sottotenente Raggi gli dice: [554,348,792,376]
diary-paragraph: Ieri sera ci siamo spostati di duecento metri più in alto, a destra. Ora comprendo l'obiettivo della nostra azione. Bisognerebbe occupare la depressione fra l'Vrsic e il Jaworcek, per tagliare — io credo — la linea della difesa austriaca. A squadre e plotoni abbiamo impiegato per spostarci, quasi due ore. Non pioveva, per fortuna. Il mio riparo è relativamente buono. Da stamani, pioggia e neve. Le mitragliatrici austriache sparano, ma siamo «defilati» e finora nessuno del nostro è rimasto ferito. Ci troviamo in mezzo al fango. Cacciatore della mulattiera significa immergersi nella melma fino al ginocchio. Fra i ripari corre un vero torrente di mota. Qui, siamo più raccolti. [304,996,543,1206]
